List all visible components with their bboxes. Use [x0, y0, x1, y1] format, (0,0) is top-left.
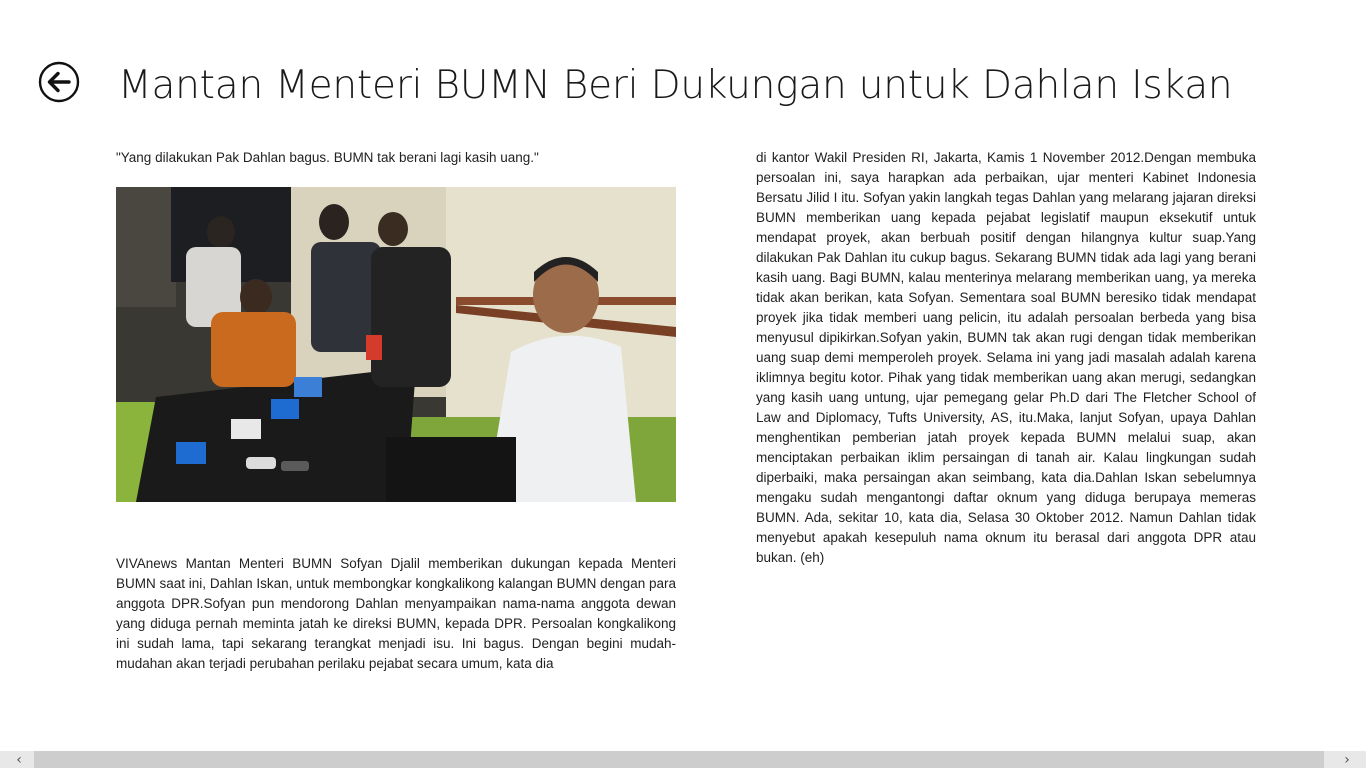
article-quote: "Yang dilakukan Pak Dahlan bagus. BUMN tak berani lagi kasih uang." [116, 150, 539, 165]
scrollbar-thumb[interactable] [34, 751, 1324, 768]
article-body-left: VIVAnews Mantan Menteri BUMN Sofyan Djalil memberikan dukungan kepada Menteri BUMN saat ini, Dahlan Iskan, untuk membongkar kongkalikong kalangan BUMN dengan para anggota DPR.Sofyan pun mendorong Dahlan menyampaikan nama-nama anggota dewan yang diduga pernah meminta jatah ke direksi BUMN, kepada DPR. Persoalan kongkalikong ini sudah lama, tapi sekarang terangkat menjadi isu. Ini bagus. Dengan begini mudah-mudahan akan terjadi perubahan perilaku pejabat secara umum, kata dia [116, 556, 676, 671]
scroll-right-arrow-icon[interactable]: › [1344, 751, 1350, 768]
article-body-right: di kantor Wakil Presiden RI, Jakarta, Kamis 1 November 2012.Dengan membuka persoalan ini, saya harapkan ada perbaikan, ujar menteri Kabinet Indonesia Bersatu Jilid I itu. Sofyan yakin langkah tegas Dahlan yang melarang jajaran direksi BUMN memberikan uang kepada pejabat legislatif maupun eksekutif untuk mendapat proyek, akan berbuah positif dengan hilangnya kultur suap.Yang dilakukan Pak Dahlan itu cukup bagus. Sekarang BUMN tidak ada lagi yang berani kasih uang. Bagi BUMN, kalau menterinya melarang memberikan uang, ya mereka tidak akan berikan, kata Sofyan. Sementara soal BUMN beresiko tidak mendapat proyek jika tidak memberi uang pelicin, itu adalah persoalan berbeda yang bisa menyusul dipikirkan.Sofyan yakin, BUMN tak akan rugi dengan tidak memberikan uang suap demi memperoleh proyek. Selama ini yang jadi masalah adalah karena iklimnya begitu kotor. Pihak yang tidak memberikan uang akan merugi, sedangkan yang kasih uang untung, ujar pemegang gelar Ph.D dari The Fletcher School of Law and Diplomacy, Tufts University, AS, itu.Maka, lanjut Sofyan, upaya Dahlan menghentikan pemberian jatah proyek kepada BUMN melalui suap, akan menciptakan perbaikan iklim persaingan di tanah air. Kalau lingkungan sudah diperbaiki, maka persaingan akan seimbang, kata dia.Dahlan Iskan sebelumnya mengaku sudah mengantongi daftar oknum yang diduga berupaya memeras BUMN. Ada, sekitar 10, kata dia, Selasa 30 Oktober 2012. Namun Dahlan tidak menyebut apakah kesepuluh nama oknum itu berasal dari anggota DPR atau bukan. (eh) [756, 150, 1256, 565]
article-column-right [756, 148, 1256, 568]
back-arrow-circle-icon [38, 61, 80, 103]
page-title: Mantan Menteri BUMN Beri Dukungan untuk Dahlan Iskan [118, 63, 1233, 108]
press-conference-photo [116, 187, 676, 502]
scroll-left-arrow-icon[interactable]: ‹ [16, 751, 22, 768]
horizontal-scrollbar[interactable] [0, 751, 1366, 768]
back-button[interactable] [38, 61, 80, 103]
article-column-left [116, 148, 676, 674]
article-photo [116, 187, 676, 502]
